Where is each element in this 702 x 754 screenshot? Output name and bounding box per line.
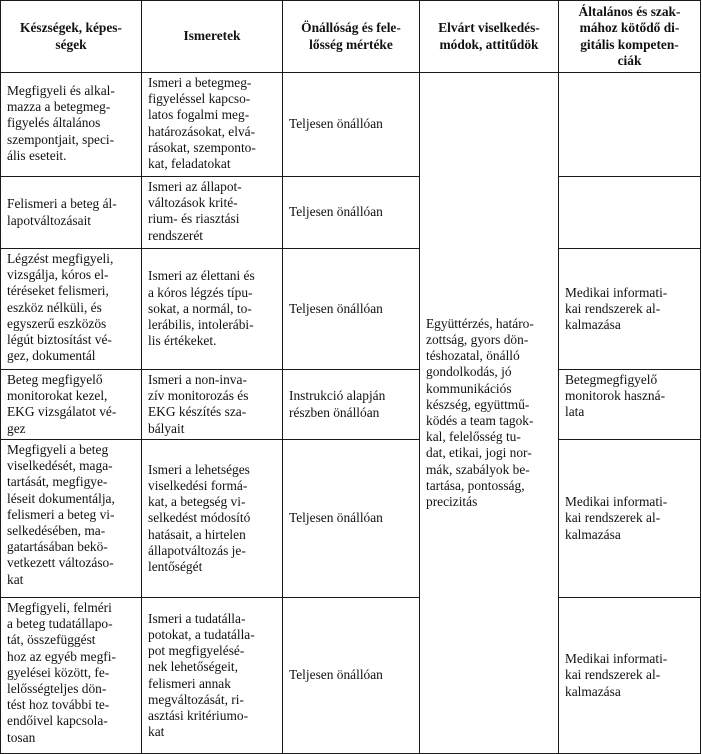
autonomy-cell: Teljesen önállóan — [283, 249, 420, 370]
knowledge-cell: Ismeri a non-inva- zív monitorozás és EKG készítés sza- bályait — [142, 370, 283, 440]
knowledge-cell: Ismeri az állapot- változások krité- rium- és riasztási rendszerét — [142, 177, 283, 249]
header-attitudes: Elvárt viselkedés- módok, attitűdök — [420, 1, 559, 73]
skill-cell: Légzést megfigyeli, vizsgálja, kóros el- téréseket felismeri, eszköz nélküli, és egyszerű eszközös légút biztosítást vé- gez, dokumentál — [1, 249, 142, 370]
autonomy-cell: Teljesen önállóan — [283, 177, 420, 249]
skill-cell: Beteg megfigyelő monitorokat kezel, EKG vizsgálatot vé- gez — [1, 370, 142, 440]
autonomy-cell: Teljesen önállóan — [283, 598, 420, 754]
table-row — [1, 370, 701, 440]
header-autonomy: Önállóság és fele- lősség mértéke — [283, 1, 420, 73]
autonomy-cell: Teljesen önállóan — [283, 440, 420, 598]
table-header-row — [1, 1, 701, 73]
knowledge-cell: Ismeri a tudatálla- potokat, a tudatálla- pot megfigyelésé- nek lehetőségeit, felismeri annak megváltozását, ri- asztási kritériumo- kat — [142, 598, 283, 754]
knowledge-cell: Ismeri a betegmeg- figyeléssel kapcso- latos fogalmi meg- határozásokat, elvá- rásokat, szemponto- kat, feladatokat — [142, 73, 283, 177]
digital-cell: Medikai informati- kai rendszerek al- kalmazása — [559, 598, 701, 754]
digital-cell: Medikai informati- kai rendszerek al- kalmazása — [559, 249, 701, 370]
skill-cell: Megfigyeli, felméri a beteg tudatállapo- tát, összefüggést hoz az egyéb megfi- gyelései között, fe- lelősségteljes dön- tést hoz további te- endőivel kapcsola- tosan — [1, 598, 142, 754]
autonomy-cell: Instrukció alapján részben önállóan — [283, 370, 420, 440]
table-row — [1, 177, 701, 249]
digital-cell: Betegmegfigyelő monitorok haszná- lata — [559, 370, 701, 440]
knowledge-cell: Ismeri az élettani és a kóros légzés típu- sokat, a normál, to- lerábilis, intolerábi- lis értékeket. — [142, 249, 283, 370]
header-digital: Általános és szak- mához kötődő di- gitális kompeten- ciák — [559, 1, 701, 73]
skill-cell: Felismeri a beteg ál- lapotváltozásait — [1, 177, 142, 249]
table-row — [1, 598, 701, 754]
digital-cell — [559, 177, 701, 249]
header-knowledge: Ismeretek — [142, 1, 283, 73]
table-row — [1, 249, 701, 370]
digital-cell — [559, 73, 701, 177]
digital-cell: Medikai informati- kai rendszerek al- kalmazása — [559, 440, 701, 598]
knowledge-cell: Ismeri a lehetséges viselkedési formá- kat, a betegség vi- selkedést módosító hatásait, a hirtelen állapotváltozás je- lentőségét — [142, 440, 283, 598]
autonomy-cell: Teljesen önállóan — [283, 73, 420, 177]
header-skills: Készségek, képes- ségek — [1, 1, 142, 73]
table-row — [1, 73, 701, 177]
table-row — [1, 440, 701, 598]
skill-cell: Megfigyeli a beteg viselkedését, maga- tartását, megfigye- léseit dokumentálja, felismeri a beteg vi- selkedésében, ma- gatartásában bekö- vetkezett változáso- kat — [1, 440, 142, 598]
attitudes-cell: Együttérzés, határo- zottság, gyors dön- téshozatal, önálló gondolkodás, jó kommunikációs készség, együttmű- ködés a team tagok- kal, felelősség tu- dat, etikai, jogi nor- mák, szabályok be- tartása, pontosság, precizitás — [420, 73, 559, 754]
skill-cell: Megfigyeli és alkal- mazza a betegmeg- figyelés általános szempontjait, speci- ális eseteit. — [1, 73, 142, 177]
